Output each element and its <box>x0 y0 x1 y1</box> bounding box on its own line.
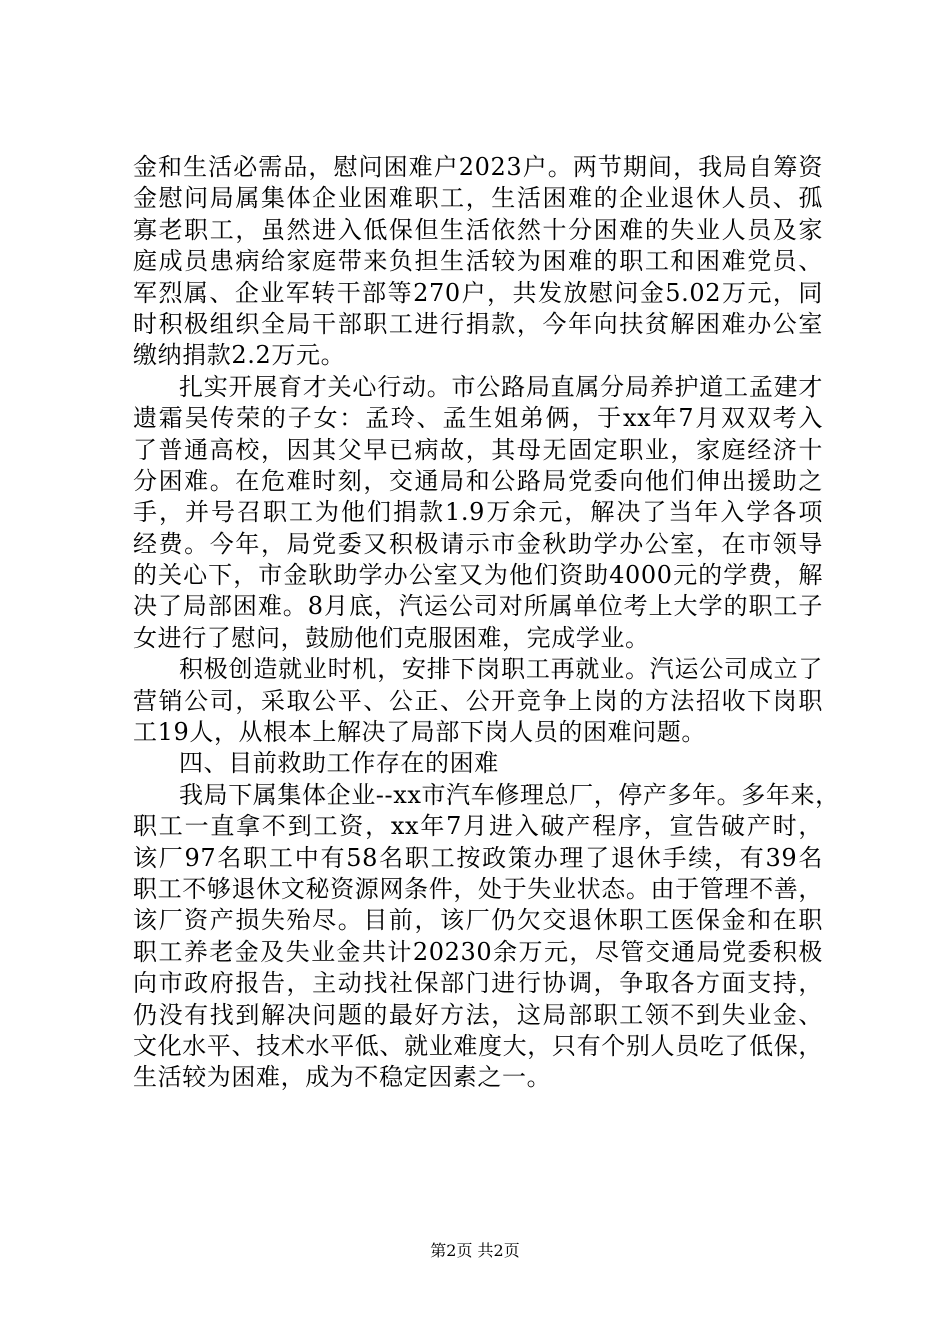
text-line: 该厂97名职工中有58名职工按政策办理了退休手续，有39名 <box>133 843 823 872</box>
text-line: 工19人，从根本上解决了局部下岗人员的困难问题。 <box>133 718 706 747</box>
text-line: 女进行了慰问，鼓励他们克服困难，完成学业。 <box>133 623 650 652</box>
text-line: 文化水平、技术水平低、就业难度大，只有个别人员吃了低保， <box>133 1031 823 1060</box>
text-line: 向市政府报告，主动找社保部门进行协调，争取各方面支持， <box>133 969 823 998</box>
text-line: 庭成员患病给家庭带来负担生活较为困难的职工和困难党员、 <box>133 247 823 276</box>
paragraph-education-aid <box>133 372 823 655</box>
text-line: 仍没有找到解决问题的最好方法，这局部职工领不到失业金、 <box>133 1000 823 1029</box>
text-line: 金慰问局属集体企业困难职工，生活困难的企业退休人员、孤 <box>133 184 823 213</box>
text-line: 职工一直拿不到工资，xx年7月进入破产程序，宣告破产时， <box>133 812 823 841</box>
page-number-label: 第2页 共2页 <box>430 1241 520 1260</box>
text-line: 了普通高校，因其父早已病故，其母无固定职业，家庭经济十 <box>133 435 823 464</box>
text-line: 营销公司，采取公平、公正、公开竞争上岗的方法招收下岗职 <box>133 686 823 715</box>
heading-text: 四、目前救助工作存在的困难 <box>179 749 499 778</box>
text-line: 缴纳捐款2.2万元。 <box>133 341 346 370</box>
paragraph-current-difficulties <box>133 780 840 1094</box>
section-heading <box>133 748 823 779</box>
text-line: 时积极组织全局干部职工进行捐款，今年向扶贫解困难办公室 <box>133 309 823 338</box>
text-line: 决了局部困难。8月底，汽运公司对所属单位考上大学的职工子 <box>133 592 823 621</box>
text-line: 的关心下，市金耿助学办公室又为他们资助4000元的学费，解 <box>133 561 823 590</box>
text-line: 扎实开展育才关心行动。市公路局直属分局养护道工孟建才 <box>179 372 823 401</box>
text-line: 经费。今年，局党委又积极请示市金秋助学办公室，在市领导 <box>133 529 823 558</box>
text-line: 我局下属集体企业--xx市汽车修理总厂，停产多年。多年来， <box>179 780 840 809</box>
text-line: 职工养老金及失业金共计20230余万元，尽管交通局党委积极 <box>133 937 823 966</box>
text-line: 遗霜吴传荣的子女：孟玲、孟生姐弟俩，于xx年7月双双考入 <box>133 404 823 433</box>
text-line: 分困难。在危难时刻，交通局和公路局党委向他们伸出援助之 <box>133 466 823 495</box>
text-line: 手，并号召职工为他们捐款1.9万余元，解决了当年入学各项 <box>133 498 823 527</box>
text-line: 积极创造就业时机，安排下岗职工再就业。汽运公司成立了 <box>179 655 823 684</box>
paragraph-relief-funds <box>133 152 823 372</box>
document-body <box>133 152 840 1094</box>
page-footer <box>0 1241 950 1261</box>
text-line: 职工不够退休文秘资源网条件，处于失业状态。由于管理不善， <box>133 874 823 903</box>
text-line: 金和生活必需品，慰问困难户2023户。两节期间，我局自筹资 <box>133 153 823 181</box>
paragraph-reemployment <box>133 654 823 748</box>
text-line: 军烈属、企业军转干部等270户，共发放慰问金5.02万元，同 <box>133 278 823 307</box>
text-line: 该厂资产损失殆尽。目前，该厂仍欠交退休职工医保金和在职 <box>133 906 823 935</box>
text-line: 寡老职工，虽然进入低保但生活依然十分困难的失业人员及家 <box>133 215 823 244</box>
text-line: 生活较为困难，成为不稳定因素之一。 <box>133 1063 552 1092</box>
